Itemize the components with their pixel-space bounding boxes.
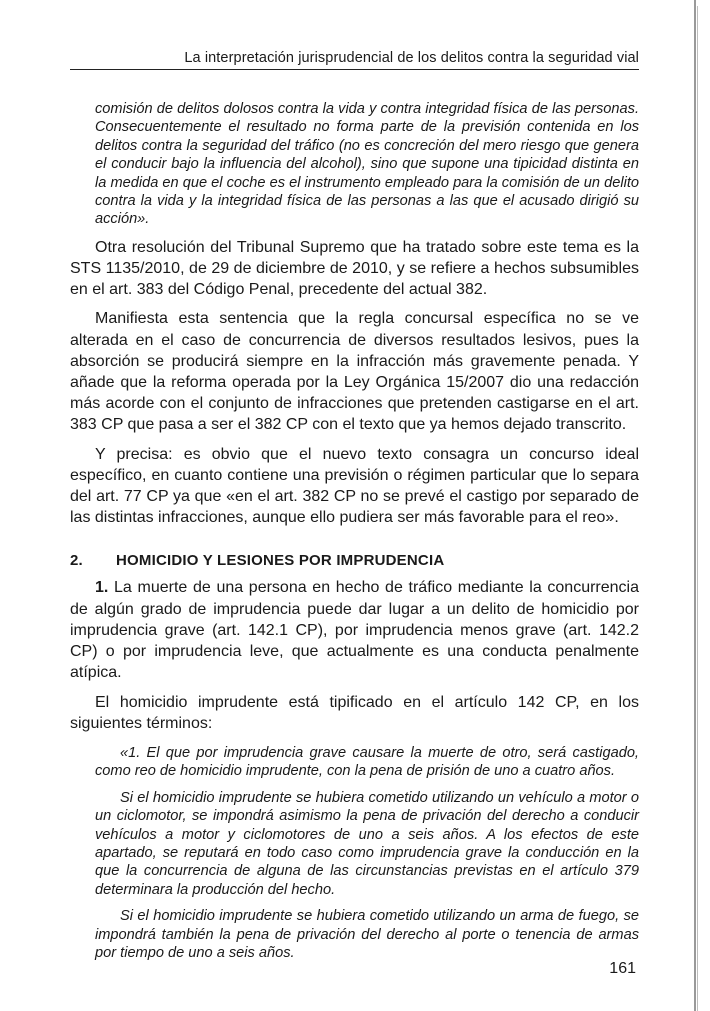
running-header: La interpretación jurisprudencial de los delitos contra la seguridad vial [70,50,639,70]
paragraph: Manifiesta esta sentencia que la regla concursal específica no se ve alterada en el caso de concurrencia de diversos resultados lesivos, pues la absorción se producirá siempre en la infracción más gravemente penada. Y añade que la reforma operada por la Ley Orgánica 15/2007 dio una redacción más acorde con el conjunto de infracciones que pretenden castigarse en el art. 383 CP que pasa a ser el 382 CP con el texto que ya hemos dejado transcrito. [70,310,639,434]
paragraph-lead-number: 1. [95,579,109,597]
block-quote: Si el homicidio imprudente se hubiera cometido utilizando un arma de fuego, se impondrá también la pena de privación del derecho al porte o tenencia de armas por tiempo de uno a seis años. [95,908,639,961]
paragraph [70,577,639,683]
paragraph: El homicidio imprudente está tipificado en el artículo 142 CP, en los siguientes términos: [70,693,639,732]
page-number: 161 [609,960,636,977]
paragraph: Otra resolución del Tribunal Supremo que ha tratado sobre este tema es la STS 1135/2010, de 29 de diciembre de 2010, y se refiere a hechos subsumibles en el art. 383 del Código Penal, precedente del actual 382. [70,238,639,299]
page-body [70,100,639,962]
section-title: HOMICIDIO Y LESIONES POR IMPRUDENCIA [116,552,445,570]
paragraph-text: La muerte de una persona en hecho de tráfico mediante la concurrencia de algún grado de imprudencia puede dar lugar a un delito de homicidio por imprudencia grave (art. 142.1 CP), por imprudencia menos grave (art. 142.2 CP) o por imprudencia leve, que actualmente es una conducta penalmente atípica. [70,579,639,682]
paragraph: Y precisa: es obvio que el nuevo texto consagra un concurso ideal específico, en cuanto contiene una previsión o régimen particular que lo separa del art. 77 CP ya que «en el art. 382 CP no se prevé el castigo por separado de las distintas infracciones, aunque ello pudiera ser más favorable para el reo». [70,445,639,527]
block-quote: Si el homicidio imprudente se hubiera cometido utilizando un vehículo a motor o un ciclomotor, se impondrá asimismo la pena de privación del derecho a conducir vehículos a motor y ciclomotores de uno a seis años. A los efectos de este apartado, se reputará en todo caso como imprudencia grave la conducción en la que la concurrencia de alguna de las circunstancias previstas en el artículo 379 determinara la producción del hecho. [95,789,639,898]
block-quote: «1. El que por imprudencia grave causare la muerte de otro, será castigado, como reo de homicidio imprudente, con la pena de prisión de uno a cuatro años. [95,744,639,780]
quote-continuation: comisión de delitos dolosos contra la vida y contra integridad física de las personas. Consecuentemente el resultado no forma parte de la previsión contenida en los delitos contra la seguridad del tráfico (no es concreción del mero riesgo que genera el conducir bajo la influencia del alcohol), sino que supone una tipicidad distinta en la medida en que el coche es el instrumento empleado para la comisión de un delito contra la vida y la integridad física de las personas a las que el acusado dirigió su acción». [95,101,639,228]
section-heading [70,552,639,569]
section-number: 2. [70,552,83,570]
